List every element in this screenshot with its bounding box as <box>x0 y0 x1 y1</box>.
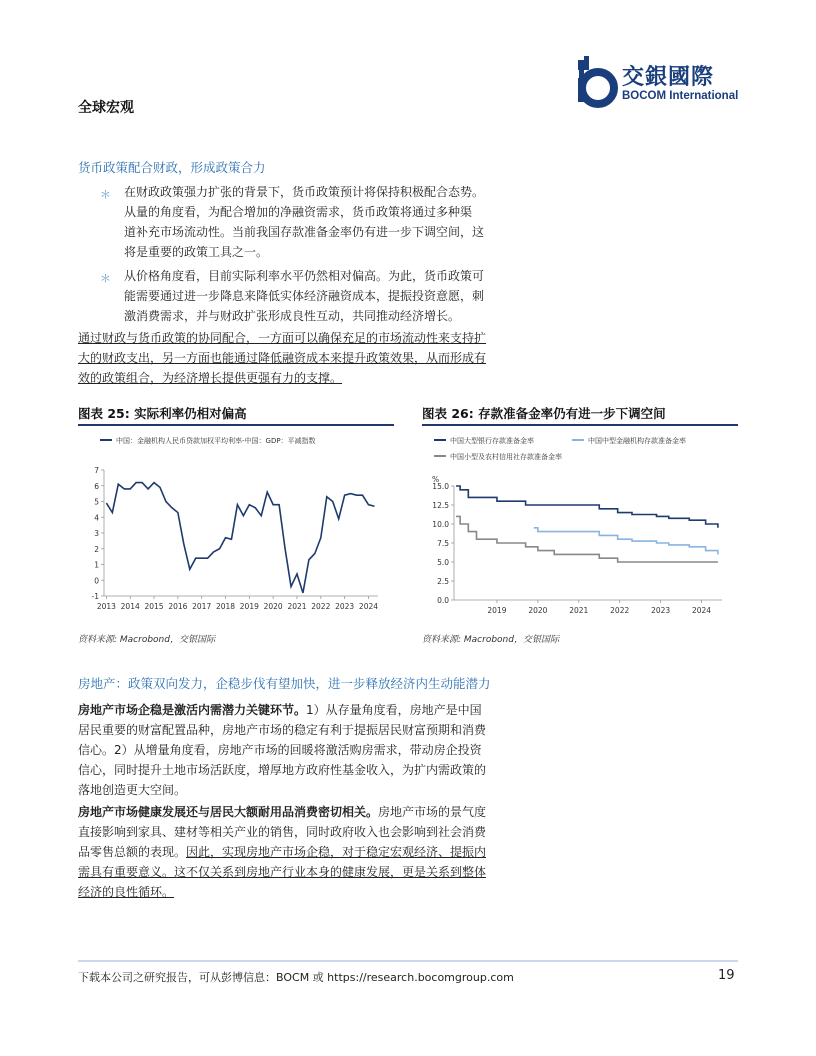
x-tick-label: 2020 <box>528 606 548 615</box>
chart26-plot <box>422 428 738 628</box>
logo-chinese-name: 交銀國際 <box>622 65 715 90</box>
y-tick-label: -1 <box>91 592 99 601</box>
series-line <box>106 483 374 593</box>
summary-paragraph: 通过财政与货币政策的协同配合，一方面可以确保充足的市场流动性来支持扩 大的财政支出，另一方面也能通过降低融资成本来提升政策效果，从而形成有 效的政策组合，为经济增长提供更强有力的支撑。 <box>78 331 487 385</box>
y-tick-label: 3 <box>94 529 99 538</box>
y-tick-label: 7 <box>94 466 99 475</box>
x-tick-label: 2018 <box>215 602 236 611</box>
series-line <box>534 528 718 555</box>
x-tick-label: 2023 <box>651 606 671 615</box>
legend-label: 中国小型及农村信用社存款准备金率 <box>450 453 562 461</box>
y-unit-label: % <box>432 475 440 484</box>
y-tick-label: 7.5 <box>437 539 449 548</box>
y-tick-label: 15.0 <box>432 482 449 491</box>
chart25-title: 图表 25: 实际利率仍相对偏高 <box>78 406 247 421</box>
bullet-1: 在财政政策强力扩张的背景下，货币政策预计将保持积极配合态势。 从量的角度看，为配合增加的净融资需求，货币政策将通过多种渠 道补充市场流动性。当前我国存款准备金率仍有进一步下调空间，这 将是重要的政策工具之一。 <box>124 185 485 259</box>
x-tick-label: 2016 <box>168 602 188 611</box>
y-tick-label: 0 <box>94 576 99 586</box>
x-tick-label: 2014 <box>120 602 140 611</box>
y-tick-label: 5.0 <box>437 558 449 567</box>
section-title-monetary: 货币政策配合财政，形成政策合力 <box>78 160 266 175</box>
legend-label: 中国中型金融机构存款准备金率 <box>588 437 686 445</box>
x-tick-label: 2020 <box>263 602 283 611</box>
chart26-separator <box>422 424 738 426</box>
section-title-property: 房地产：政策双向发力，企稳步伐有望加快，进一步释放经济内生动能潜力 <box>78 676 491 691</box>
chart26-title: 图表 26: 存款准备金率仍有进一步下调空间 <box>422 406 666 421</box>
chart26-source: 资料来源: Macrobond，交银国际 <box>422 635 559 645</box>
y-tick-label: 2.5 <box>437 577 449 586</box>
x-tick-label: 2024 <box>691 606 712 615</box>
x-tick-label: 2022 <box>311 602 331 611</box>
y-tick-label: 12.5 <box>432 501 449 510</box>
logo-english-name: BOCOM International <box>622 90 739 102</box>
y-tick-label: 5 <box>94 497 99 507</box>
x-tick-label: 2023 <box>335 602 355 611</box>
chart25-source: 资料来源: Macrobond，交银国际 <box>78 635 215 645</box>
property-paragraph-2: 房地产市场健康发展还与居民大额耐用品消费密切相关。房地产市场的景气度 直接影响到家具、建材等相关产业的销售，同时政府收入也会影响到社会消费 品零售总额的表现。因此，实现房地产市场企稳，对于稳定宏观经济、提振内 需具有重要意义。这不仅关系到房地产行业本身的健康发展，更是关系到整体 经济的良性循环。 <box>78 805 487 899</box>
chart25-separator <box>78 424 394 426</box>
property-paragraph-1: 房地产市场企稳是激活内需潜力关键环节。1）从存量角度看，房地产是中国 居民重要的财富配置品种，房地产市场的稳定有利于提振居民财富预期和消费 信心。2）从增量角度看，房地产市场的回暖将激活购房需求，带动房企投资 信心，同时提升土地市场活跃度，增厚地方政府性基金收入，为扩内需政策的 落地创造更大空间。 <box>78 703 487 797</box>
y-tick-label: 2 <box>94 544 99 554</box>
x-tick-label: 2015 <box>144 602 164 611</box>
footer-divider <box>78 960 738 962</box>
footer-text: 下载本公司之研究报告，可从彭博信息：BOCM 或 https://research.bocomgroup.com <box>78 971 514 984</box>
x-tick-label: 2019 <box>487 606 507 615</box>
bullet-2: 从价格角度看，目前实际利率水平仍然相对偏高。为此，货币政策可 能需要通过进一步降息来降低实体经济融资成本，提振投资意愿，刺 激消费需求，并与财政扩张形成良性互动，共同推动经济增长。 <box>124 269 485 323</box>
series-line <box>456 516 718 562</box>
header-title: 全球宏观 <box>78 100 134 116</box>
series-line <box>456 486 718 528</box>
legend-label: 中国：金融机构人民币贷款加权平均利率-中国：GDP：平减指数 <box>116 437 316 445</box>
y-tick-label: 6 <box>94 481 99 491</box>
y-tick-label: 4 <box>94 513 99 523</box>
y-tick-label: 1 <box>94 560 99 570</box>
x-tick-label: 2022 <box>610 606 630 615</box>
bocom-logo-icon <box>568 56 620 108</box>
x-tick-label: 2021 <box>287 602 307 611</box>
page-number: 19 <box>718 968 735 983</box>
x-tick-label: 2021 <box>569 606 589 615</box>
x-tick-label: 2019 <box>239 602 259 611</box>
y-tick-label: 0.0 <box>437 596 449 605</box>
y-tick-label: 10.0 <box>432 520 449 529</box>
bullet-icon: ＊ <box>100 188 111 201</box>
x-tick-label: 2013 <box>96 602 116 611</box>
chart25-plot <box>78 428 394 628</box>
x-tick-label: 2024 <box>358 602 379 611</box>
x-tick-label: 2017 <box>192 602 212 611</box>
bullet-icon: ＊ <box>100 272 111 285</box>
legend-label: 中国大型银行存款准备金率 <box>450 437 534 445</box>
